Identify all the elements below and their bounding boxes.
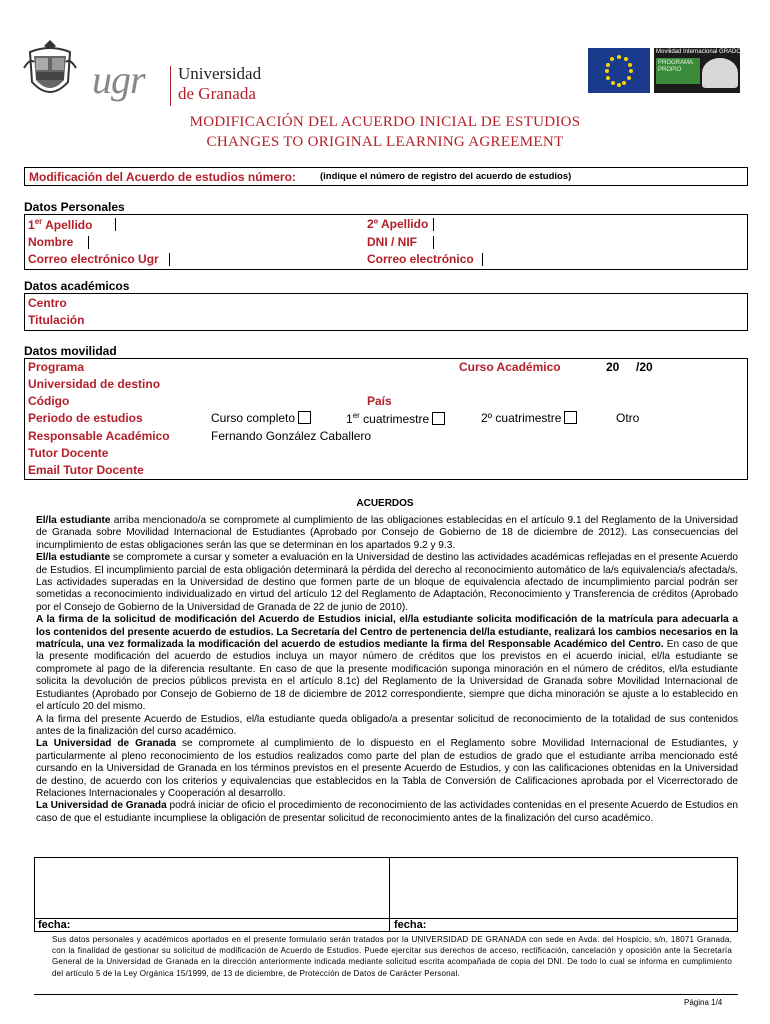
footer-rule [34, 994, 738, 995]
periodo-label: Periodo de estudios [28, 411, 143, 425]
dni-input[interactable] [433, 236, 434, 249]
signature-line [34, 918, 738, 919]
programa-label: Programa [28, 360, 85, 374]
privacy-note: Sus datos personales y académicos aportados en el presente formulario serán tratados por la UNIVERSIDAD DE GRANADA con sede en Avda. del Hospicio, s/n, 18071 Granada, con la finalidad de gestionar su solicitud de modificación de Acuerdo de Estudios. Puede ejercitar sus derechos de acceso, rectificación, cancelación y oposición ante la Secretaría General de la Universidad de Granada en la dirección anteriormente indicada mediante solicitud escrita acompañada de copia del DNI. De todo lo cual se informa en cumplimiento del artículo 5 de la Ley Orgánica 15/1999, de 13 de diciembre, de Protección de Datos de Carácter Personal. [52, 935, 732, 978]
curso-academico-label: Curso Académico [459, 360, 561, 374]
mobility-logo [588, 48, 740, 93]
program-label: PROGRAMA PROPIO [656, 58, 700, 84]
dni-label: DNI / NIF [367, 235, 417, 249]
mobility-badge [654, 48, 740, 93]
responsable-name: Fernando González Caballero [211, 429, 372, 443]
second-surname-input[interactable] [433, 218, 434, 231]
university-name [178, 64, 261, 104]
fecha-left-label: fecha: [38, 919, 71, 931]
page-number: Página 1/4 [684, 998, 723, 1007]
acuerdo-paragraph: El/la estudiante arriba mencionado/a se compromete al cumplimiento de las obligaciones establecidas en el artículo 9.1 del Reglamento de la Universidad de Granada sobre Movilidad Internacional de Estudiantes (Aprobado por Consejo de Gobierno de 18 de diciembre de 2012). Las consecuencias del incumplimiento de estas obligaciones serán las que se determinan en los apartados 9.2 y 9.3. [36, 515, 738, 551]
first-surname-input[interactable] [115, 218, 116, 231]
mobility-label: Movilidad Internacional GRADO [656, 49, 742, 55]
logo-divider [170, 66, 171, 106]
centro-label: Centro [28, 296, 67, 310]
agreement-number-box[interactable] [24, 167, 748, 186]
university-logo [22, 38, 262, 108]
codigo-label: Código [28, 394, 70, 408]
responsable-label: Responsable Académico [28, 429, 170, 443]
primer-cuatrimestre-option[interactable]: 1er cuatrimestre [346, 411, 445, 426]
primer-cuatrimestre-checkbox[interactable] [432, 412, 445, 425]
coordinator-signature-area[interactable] [392, 860, 736, 916]
acuerdo-paragraph: A la firma de la solicitud de modificación del Acuerdo de Estudios inicial, el/la estudiante solicita modificación de la matrícula para adecuarla a los contenidos del presente acuerdo de estudios. La Secretaría del Centro de pertenencia del/la estudiante, realizará los cambios necesarios en la matrícula, una vez formalizada la modificación del acuerdo de estudios mediante la firma del Responsable Académico del Centro. En caso de que la presente modificación del acuerdo de estudios incluya un mayor número de créditos que los previstos en el acuerdo inicial, el/la estudiante se compromete al pago de la diferencia resultante. En caso de que la presente modificación suponga minoración en el número de créditos, el/la estudiante solicita la devolución de precios públicos prevista en el artículo 8.1c) del Reglamento de la Universidad de Granada sobre Movilidad Internacional de Estudiantes (Aprobado por Consejo de Gobierno de 18 de diciembre de 2012 correspondiente, siempre que dicha minoración se ajuste a lo establecido en el artículo 20 del mismo. [36, 614, 739, 713]
title-es: MODIFICACIÓN DEL ACUERDO INICIAL DE ESTUDIOS [189, 114, 581, 130]
fecha-right-label: fecha: [394, 919, 427, 931]
student-signature-area[interactable] [36, 860, 386, 916]
acuerdo-paragraph: La Universidad de Granada se compromete al cumplimiento de lo dispuesto en el Reglamento sobre Movilidad Internacional de Estudiantes, y particularmente al pleno reconocimiento de los estudios realizados como parte del plan de estudios de grado que el estudiante arriba mencionado esté cursando en la Universidad de Granada en los términos previstos en el presente Acuerdo de Estudios, y con las calificaciones obtenidas en la Universidad de destino, de acuerdo con los criterios y equivalencias que establecidos en la Tabla de Conversión de Calificaciones aprobada por el Vicerrectorado de Relaciones Internacionales y Cooperación al desarrollo. [36, 738, 738, 799]
globe-icon [702, 58, 738, 88]
university-line1: Universidad [178, 64, 262, 83]
email-input[interactable] [482, 253, 483, 266]
agreement-number-hint: (indique el número de registro del acuerdo de estudios) [320, 171, 572, 182]
crest-icon [22, 38, 78, 104]
acuerdos-heading: ACUERDOS [356, 498, 414, 509]
segundo-cuatrimestre-checkbox[interactable] [564, 411, 577, 424]
academic-heading: Datos académicos [24, 279, 130, 293]
eu-flag-icon [588, 48, 650, 93]
tutor-label: Tutor Docente [28, 446, 109, 460]
pais-label: País [367, 394, 392, 408]
curso-completo-option[interactable]: Curso completo [211, 411, 311, 425]
ugr-wordmark: ugr [92, 57, 145, 102]
curso-completo-checkbox[interactable] [298, 411, 311, 424]
signature-divider [389, 857, 390, 932]
mobility-heading: Datos movilidad [24, 344, 117, 358]
email-label: Correo electrónico [367, 252, 474, 266]
otro-option[interactable]: Otro [616, 411, 640, 425]
personal-heading: Datos Personales [24, 200, 125, 214]
second-surname-label: 2º Apellido [367, 217, 429, 231]
acuerdos-text [36, 515, 738, 825]
academic-box [24, 293, 748, 331]
acuerdo-paragraph: El/la estudiante se compromete a cursar y someter a evaluación en la Universidad de destino las actividades académicas reflejadas en el presente Acuerdo de Estudios. El incumplimiento parcial de esta obligación determinará la pérdida del derecho al reconocimiento automático de la/s equivalencia/s afectada/s. Las actividades superadas en la Universidad de destino que formen parte de un bloque de equivalencia afectado de incumplimiento parcial podrán ser sometidas a reconocimiento individualizado en virtud del artículo 12 del Reglamento de Adaptación, Reconocimiento y Transferencia de créditos (Aprobado por el Consejo de Gobierno de la Universidad de Granada de 22 de junio de 2010). [36, 552, 738, 613]
email-tutor-label: Email Tutor Docente [28, 463, 144, 477]
title-en: CHANGES TO ORIGINAL LEARNING AGREEMENT [206, 134, 564, 150]
segundo-cuatrimestre-option[interactable]: 2º cuatrimestre [481, 411, 577, 425]
acuerdo-paragraph: La Universidad de Granada podrá iniciar de oficio el procedimiento de reconocimiento de las actividades contenidas en el presente Acuerdo de Estudios en caso de que el estudiante incumpliese la obligación de presentar solicitud de reconocimiento antes de la finalización del curso académico. [36, 800, 738, 824]
year-prefix[interactable]: 20 [606, 360, 620, 374]
email-ugr-input[interactable] [169, 253, 170, 266]
first-surname-label: 1er Apellido [28, 217, 93, 232]
titulacion-label: Titulación [28, 313, 85, 327]
university-line2: de Granada [178, 84, 256, 103]
name-input[interactable] [88, 236, 89, 249]
name-label: Nombre [28, 235, 74, 249]
universidad-destino-label: Universidad de destino [28, 377, 161, 391]
email-ugr-label: Correo electrónico Ugr [28, 252, 159, 266]
acuerdo-paragraph: A la firma del presente Acuerdo de Estudios, el/la estudiante queda obligado/a a presentar solicitud de reconocimiento de la totalidad de sus contenidos antes de la finalización del curso académico. [36, 713, 738, 737]
year-suffix[interactable]: /20 [636, 360, 653, 374]
agreement-number-label: Modificación del Acuerdo de estudios número: [29, 170, 296, 184]
